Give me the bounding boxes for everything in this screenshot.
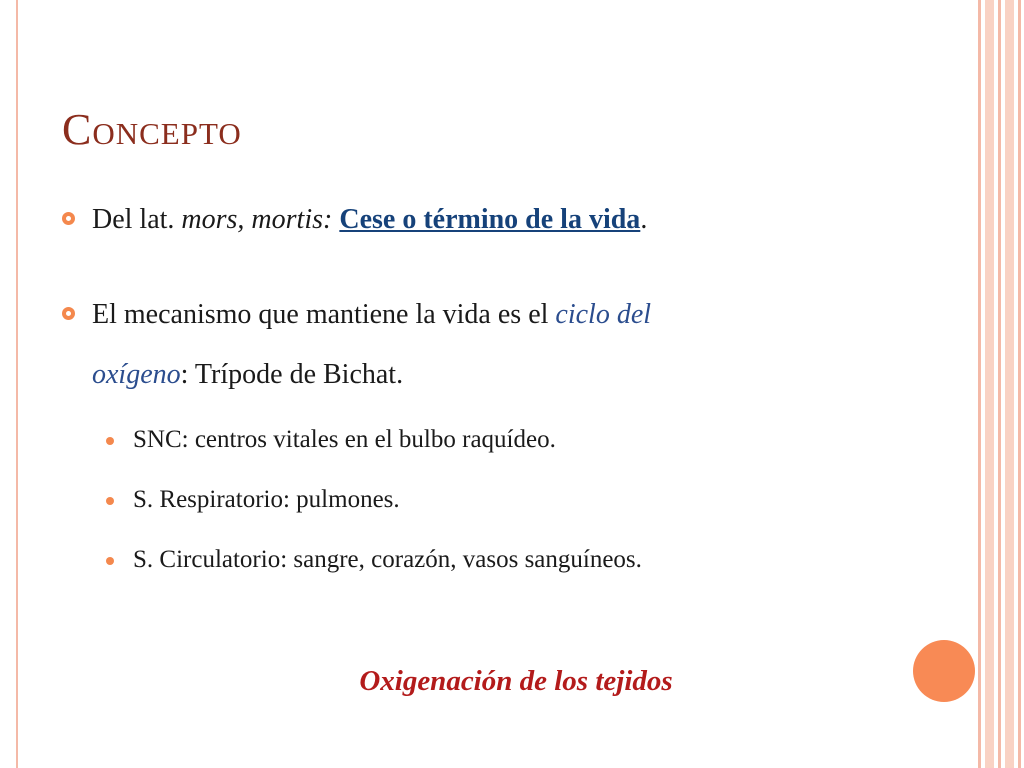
ring-bullet-icon (62, 307, 75, 320)
oxygen-cycle-term: ciclo del (555, 299, 652, 330)
bichat-text: : Trípode de Bichat. (180, 359, 404, 390)
bullet-text (62, 190, 902, 250)
oxygen-term: oxígeno (92, 359, 181, 390)
stripe (998, 0, 1001, 768)
oxygenation-note: Oxigenación de los tejidos (359, 665, 673, 697)
left-frame-line (16, 0, 18, 768)
decorative-stripes (976, 0, 1024, 768)
stripe (978, 0, 981, 768)
bullet-suffix: . (640, 204, 648, 235)
dot-bullet-icon (106, 557, 114, 565)
decorative-circle (913, 640, 975, 702)
bullet-definition (62, 190, 902, 250)
sub-item-respiratorio (106, 485, 400, 515)
sub-item-snc (106, 425, 556, 455)
definition-link[interactable]: Cese o término de la vida (339, 204, 641, 235)
sub-item-text: S. Respiratorio: pulmones. (133, 486, 400, 513)
sub-item-text: S. Circulatorio: sangre, corazón, vasos sanguíneos. (133, 546, 642, 573)
sub-item-text: SNC: centros vitales en el bulbo raquídeo. (133, 426, 556, 453)
bullet-prefix: Del lat. (92, 204, 182, 235)
bullet-text (62, 285, 902, 405)
dot-bullet-icon (106, 437, 114, 445)
stripe (985, 0, 994, 768)
slide-title: Concepto (62, 105, 242, 154)
stripe (1005, 0, 1014, 768)
stripe (1018, 0, 1021, 768)
ring-bullet-icon (62, 212, 75, 225)
bullet-mechanism (62, 285, 902, 405)
sub-item-circulatorio (106, 545, 642, 575)
dot-bullet-icon (106, 497, 114, 505)
latin-term: mors, mortis: (181, 204, 333, 235)
mechanism-text: El mecanismo que mantiene la vida es el (92, 299, 556, 330)
